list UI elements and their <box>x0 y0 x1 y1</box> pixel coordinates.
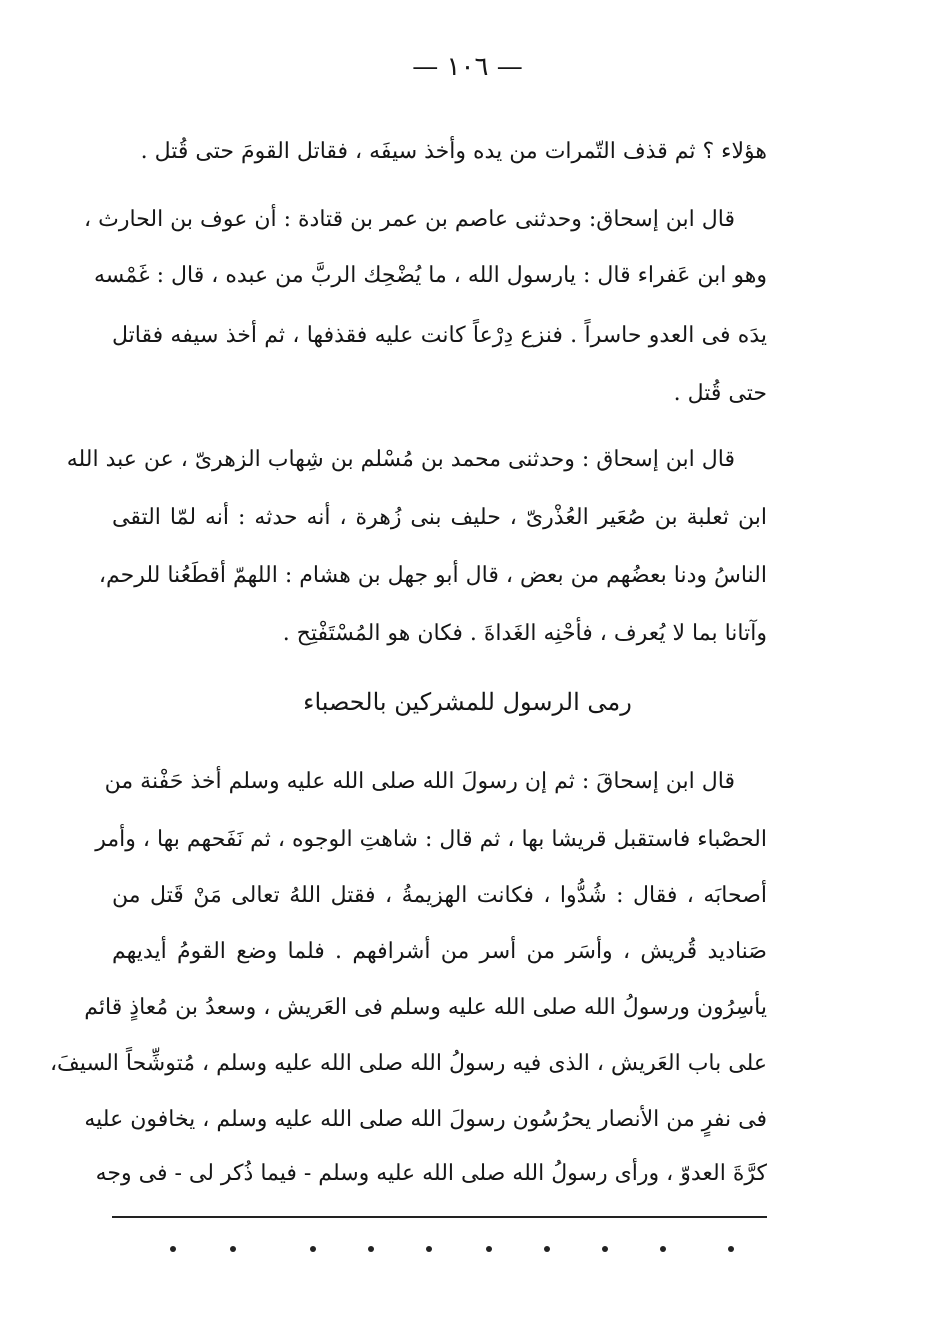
text-line: الحصْباء فاستقبل قريشا بها ، ثم قال : شاهتِ الوجوه ، ثم نَفَحهم بها ، وأمر <box>95 827 767 852</box>
text-line: صَناديد قُريش ، وأسَر من أسر من أشرافهم . فلما وضع القومُ أيديهم <box>112 939 767 964</box>
section-heading: رمى الرسول للمشركين بالحصباء <box>303 688 632 716</box>
dot <box>230 1246 236 1252</box>
text-line: قال ابن إسحاقَ : ثم إن رسولَ الله صلى الله عليه وسلم أخذ حَفْنة من <box>104 769 735 794</box>
text-line: كرَّةَ العدوّ ، ورأى رسولُ الله صلى الله عليه وسلم - فيما ذُكر لى - فى وجه <box>95 1161 767 1186</box>
text-line: يدَه فى العدو حاسراً . فنزع دِرْعاً كانت عليه فقذفها ، ثم أخذ سيفه فقاتل <box>112 323 767 348</box>
text-line: وهو ابن عَفراء قال : يارسول الله ، ما يُضْحِك الربَّ من عبده ، قال : غَمْسه <box>94 263 767 288</box>
page-number: — ١٠٦ — <box>412 52 523 82</box>
dot <box>486 1246 492 1252</box>
text-line: حتى قُتل . <box>673 381 767 406</box>
dot <box>170 1246 176 1252</box>
text-line: قال ابن إسحاق : وحدثنى محمد بن مُسْلم بن شِهاب الزهرىّ ، عن عبد الله <box>66 447 735 472</box>
text-line: الناسُ ودنا بعضُهم من بعض ، قال أبو جهل بن هشام : اللهمّ أقطَعُنا للرحم، <box>98 563 767 588</box>
text-line: على باب العَريش ، الذى فيه رسولُ الله صلى الله عليه وسلم ، مُتوشِّحاً السيفَ، <box>49 1051 767 1076</box>
dot <box>426 1246 432 1252</box>
text-line: هؤلاء ؟ ثم قذف التّمرات من يده وأخذ سيفَه ، فقاتل القومَ حتى قُتل . <box>140 139 767 164</box>
text-line: فى نفرٍ من الأنصار يحرُسُون رسولَ الله صلى الله عليه وسلم ، يخافون عليه <box>84 1107 767 1132</box>
decorative-dots <box>150 1238 770 1258</box>
text-line: وآتانا بما لا يُعرف ، فأحْنِه الغَداةَ . فكان هو المُسْتَفْتِح . <box>282 621 767 646</box>
text-line: ابن ثعلبة بن صُعَير العُذْرىّ ، حليف بنى زُهرة ، أنه حدثه : أنه لمّا التقى <box>112 505 767 530</box>
dot <box>602 1246 608 1252</box>
text-line: يأسِرُون ورسولُ الله صلى الله عليه وسلم فى العَريش ، وسعدُ بن مُعاذٍ قائم <box>84 995 767 1020</box>
dot <box>544 1246 550 1252</box>
text-line: أصحابَه ، فقال : شُدُّوا ، فكانت الهزيمةُ ، فقتل اللهُ تعالى مَنْ قَتل من <box>112 883 767 908</box>
dot <box>368 1246 374 1252</box>
footer-rule <box>112 1216 767 1218</box>
dot <box>728 1246 734 1252</box>
text-line: قال ابن إسحاق: وحدثنى عاصم بن عمر بن قتادة : أن عوف بن الحارث ، <box>84 207 735 232</box>
dot <box>310 1246 316 1252</box>
dot <box>660 1246 666 1252</box>
